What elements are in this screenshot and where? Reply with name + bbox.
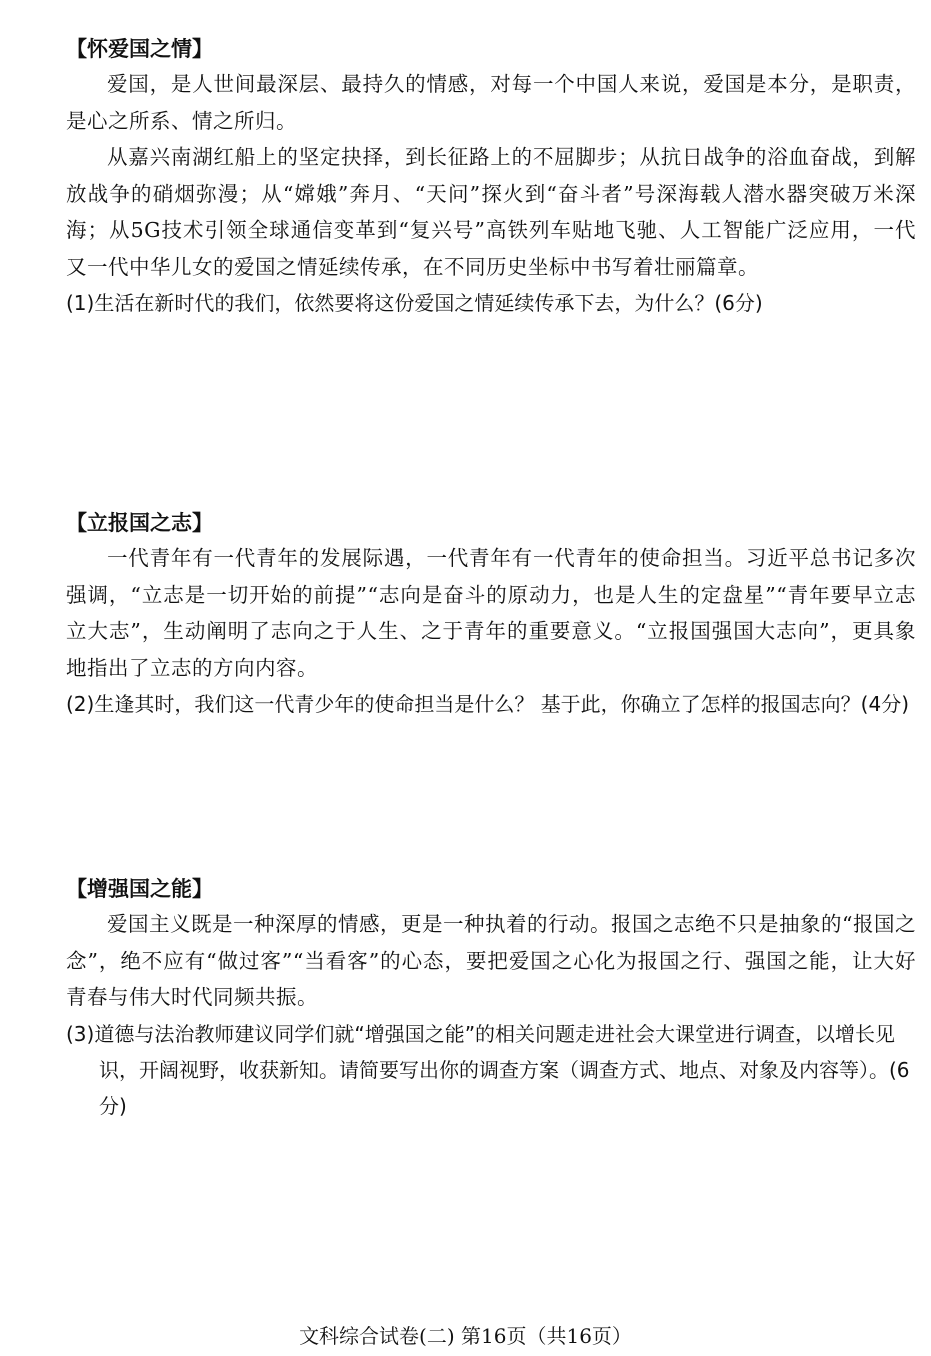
section-paragraph: 从嘉兴南湖红船上的坚定抉择，到长征路上的不屈脚步；从抗日战争的浴血奋战，到解放战争的硝烟弥漫；从“嫦娥”奔月、“天问”探火到“奋斗者”号深海载人潜水器突破万米深海；从5G技术引领全球通信变革到“复兴号”高铁列车贴地飞驰、人工智能广泛应用，一代又一代中华儿女的爱国之情延续传承，在不同历史坐标中书写着壮丽篇章。 <box>66 145 916 279</box>
page-footer: 文科综合试卷(二) 第16页（共16页） <box>299 1324 632 1348</box>
section-national-capability <box>66 874 916 1124</box>
question-2: (2)生逢其时，我们这一代青少年的使命担当是什么？ 基于此，你确立了怎样的报国志向？(4分) <box>66 692 910 716</box>
section-heading: 【怀爱国之情】 <box>66 37 213 61</box>
section-patriotic-sentiment <box>66 34 916 321</box>
section-paragraph: 爱国，是人世间最深层、最持久的情感，对每一个中国人来说，爱国是本分，是职责，是心之所系、情之所归。 <box>66 72 916 133</box>
section-patriotic-ambition <box>66 508 916 722</box>
section-heading: 【立报国之志】 <box>66 511 213 535</box>
question-1: (1)生活在新时代的我们，依然要将这份爱国之情延续传承下去，为什么？(6分) <box>66 291 763 315</box>
section-paragraph: 爱国主义既是一种深厚的情感，更是一种执着的行动。报国之志绝不只是抽象的“报国之念”，绝不应有“做过客”“当看客”的心态，要把爱国之心化为报国之行、强国之能，让大好青春与伟大时代同频共振。 <box>66 912 916 1009</box>
section-paragraph: 一代青年有一代青年的发展际遇，一代青年有一代青年的使命担当。习近平总书记多次强调，“立志是一切开始的前提”“志向是奋斗的原动力，也是人生的定盘星”“青年要早立志立大志”，生动阐明了志向之于人生、之于青年的重要意义。“立报国强国大志向”，更具象地指出了立志的方向内容。 <box>66 546 916 680</box>
section-heading: 【增强国之能】 <box>66 877 213 901</box>
question-3: (3)道德与法治教师建议同学们就“增强国之能”的相关问题走进社会大课堂进行调查，以增长见识，开阔视野，收获新知。请简要写出你的调查方案（调查方式、地点、对象及内容等）。(6分) <box>66 1021 910 1118</box>
